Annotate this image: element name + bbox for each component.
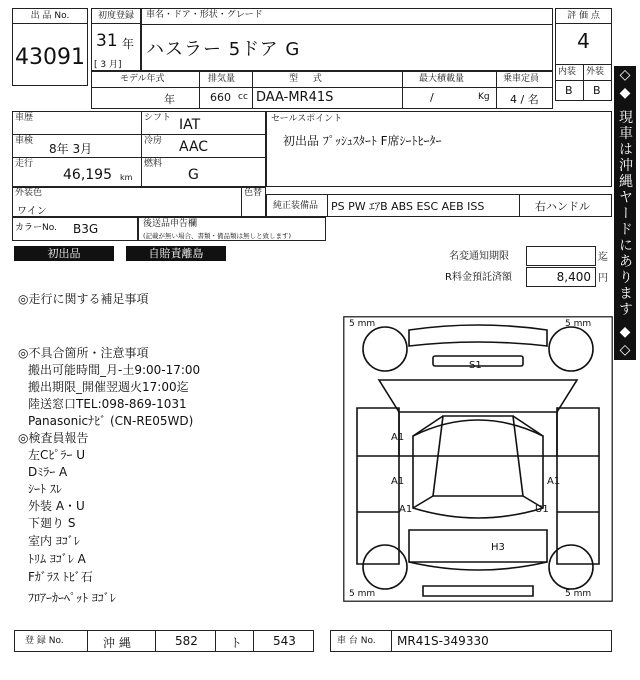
max-load: / xyxy=(430,91,434,104)
lot-number: 43091 xyxy=(15,45,85,70)
inspector-line: 室内 ﾖｺﾞﾚ xyxy=(28,534,80,548)
grade-box xyxy=(555,8,612,101)
registration-kana: ト xyxy=(230,636,243,650)
inspection-value: 8年 3月 xyxy=(49,142,93,156)
inspector-line: ﾌﾛｱｰｶｰﾍﾟｯﾄ ﾖｺﾞﾚ xyxy=(28,591,116,605)
exterior-color-box xyxy=(12,187,266,217)
sales-point-text: 初出品 ﾌﾟｯｼｭｽﾀｰﾄ F席ｼｰﾄﾋｰﾀｰ xyxy=(283,134,442,148)
damage-mark-rear-left: A1 xyxy=(391,476,405,487)
lot-number-box xyxy=(12,8,88,86)
grade-label: 評 価 点 xyxy=(556,9,611,24)
driving-notes-title: ◎走行に関する補足事項 xyxy=(18,292,149,306)
shift-label: シフト xyxy=(144,113,172,123)
capacity-label: 乗車定員 xyxy=(503,74,540,84)
sales-point-box xyxy=(266,111,612,187)
type-value: DAA-MR41S xyxy=(256,90,334,105)
mileage-label: 走行 xyxy=(15,159,34,169)
recycle-fee-unit: 円 xyxy=(598,273,608,284)
tire-depth-fr: 5 mm xyxy=(565,319,592,329)
color-number: B3G xyxy=(73,222,99,236)
interior-grade: B xyxy=(565,84,573,97)
first-registration-box xyxy=(91,8,141,71)
damage-mark-quarter-left: A1 xyxy=(399,504,413,515)
name-change-deadline-label: 名変通知期限 xyxy=(449,251,509,262)
inspector-line: 外装 A・U xyxy=(28,499,85,513)
chassis-number-box xyxy=(330,630,612,652)
defects-title: ◎不具合箇所・注意事項 xyxy=(18,346,149,360)
damage-mark-quarter-right: U1 xyxy=(535,504,549,515)
declaration-box xyxy=(138,217,326,241)
car-name-box xyxy=(141,8,553,71)
fuel-value: G xyxy=(188,167,199,183)
car-name: ハスラー 5ドア G xyxy=(146,39,301,60)
displacement-unit: cc xyxy=(238,92,248,102)
spec-left-box xyxy=(12,111,266,187)
registration-region: 沖 縄 xyxy=(103,636,131,650)
equipment-box xyxy=(266,194,612,217)
registration-number-box xyxy=(14,630,314,652)
recycle-fee-label: R料金預託済額 xyxy=(445,272,512,283)
name-change-unit: 迄 xyxy=(598,252,608,263)
mileage-unit: km xyxy=(120,173,133,182)
sales-point-label: セールスポイント xyxy=(271,114,343,124)
vehicle-damage-diagram xyxy=(343,316,613,602)
exterior-label: 外装 xyxy=(586,67,605,77)
declaration-label: 後送品申告欄 xyxy=(143,219,198,229)
max-load-unit: Kg xyxy=(478,92,490,102)
lot-number-label: 出 品 No. xyxy=(13,9,87,24)
registration-month: [ 3 月] xyxy=(94,60,122,70)
damage-mark-rear: H3 xyxy=(491,542,505,553)
fuel-label: 燃料 xyxy=(144,159,163,169)
max-load-label: 最大積載量 xyxy=(419,74,465,84)
displacement: 660 xyxy=(210,91,231,104)
inspector-line: ｼｰﾄ ｽﾚ xyxy=(28,482,62,496)
equipment-label: 純正装備品 xyxy=(273,201,319,211)
recycle-fee-field xyxy=(526,267,596,287)
tire-depth-rl: 5 mm xyxy=(349,589,376,599)
inspector-line: 左Cﾋﾟﾗｰ U xyxy=(28,448,85,462)
capacity: 4 / 名 xyxy=(510,93,539,106)
inspection-label: 車検 xyxy=(15,136,34,146)
inspector-line: Fｶﾞﾗｽ ﾄﾋﾞ石 xyxy=(28,570,93,584)
registration-label: 登 録 No. xyxy=(25,636,64,646)
declaration-note: (記載が無い場合、書類・備品類は無しと致します) xyxy=(143,232,292,240)
recycle-fee-value: 8,400 xyxy=(556,270,591,284)
defect-line: 陸送窓口TEL:098-869-1031 xyxy=(28,397,187,411)
exterior-grade: B xyxy=(593,84,601,97)
shift-value: IAT xyxy=(179,117,201,133)
grade-score: 4 xyxy=(577,29,590,53)
inspector-title: ◎検査員報告 xyxy=(18,431,89,445)
damage-mark-front-left: A1 xyxy=(391,432,405,443)
color-change-label: 色替 xyxy=(244,188,263,198)
type-label: 型 式 xyxy=(289,74,328,84)
color-number-label: カラーNo. xyxy=(15,223,57,233)
car-name-label: 車名・ドア・形状・グレード xyxy=(146,10,263,20)
okinawa-yard-banner: ◇◆ 現車は沖縄ヤードにあります ◆◇ xyxy=(614,66,636,360)
inspector-line: ﾄﾘﾑ ﾖｺﾞﾚ A xyxy=(28,552,86,566)
model-year: 年 xyxy=(164,93,175,106)
mileage-value: 46,195 xyxy=(63,167,112,183)
ac-label: 冷房 xyxy=(144,136,163,146)
registration-class: 582 xyxy=(175,634,198,648)
insurance-island-tag: 自賠責離島 xyxy=(126,246,226,261)
name-change-deadline-field xyxy=(526,246,596,266)
steering-side: 右ハンドル xyxy=(535,200,590,213)
inspector-line: 下廻り S xyxy=(28,516,76,530)
chassis-number: MR41S-349330 xyxy=(397,634,489,648)
interior-label: 内装 xyxy=(558,67,577,77)
defect-line: Panasonicﾅﾋﾞ (CN-RE05WD) xyxy=(28,414,194,428)
registration-year-unit: 年 xyxy=(122,37,135,51)
model-year-label: モデル年式 xyxy=(120,74,165,84)
exterior-color-label: 外装色 xyxy=(15,188,43,198)
registration-year: 31 xyxy=(96,31,118,51)
spec-header-row xyxy=(91,71,553,109)
inspector-line: Dﾐﾗｰ A xyxy=(28,465,68,479)
exterior-color: ワイン xyxy=(17,206,47,217)
defect-line: 搬出期限_開催翌週火17:00迄 xyxy=(28,380,189,394)
registration-number: 543 xyxy=(273,634,296,648)
first-registration-label: 初度登録 xyxy=(92,9,140,24)
damage-mark-roof: S1 xyxy=(469,360,482,371)
displacement-label: 排気量 xyxy=(208,74,236,84)
history-label: 車歴 xyxy=(15,113,34,123)
tire-depth-fl: 5 mm xyxy=(349,319,376,329)
tire-depth-rr: 5 mm xyxy=(565,589,592,599)
first-listing-tag: 初出品 xyxy=(14,246,114,261)
equipment-list: PS PW ｴｱB ABS ESC AEB ISS xyxy=(331,200,485,213)
ac-value: AAC xyxy=(179,139,209,155)
defect-line: 搬出可能時間_月-土9:00-17:00 xyxy=(28,363,201,377)
chassis-label: 車 台 No. xyxy=(337,636,376,646)
color-number-box xyxy=(12,217,138,241)
damage-mark-rear-right: A1 xyxy=(547,476,561,487)
